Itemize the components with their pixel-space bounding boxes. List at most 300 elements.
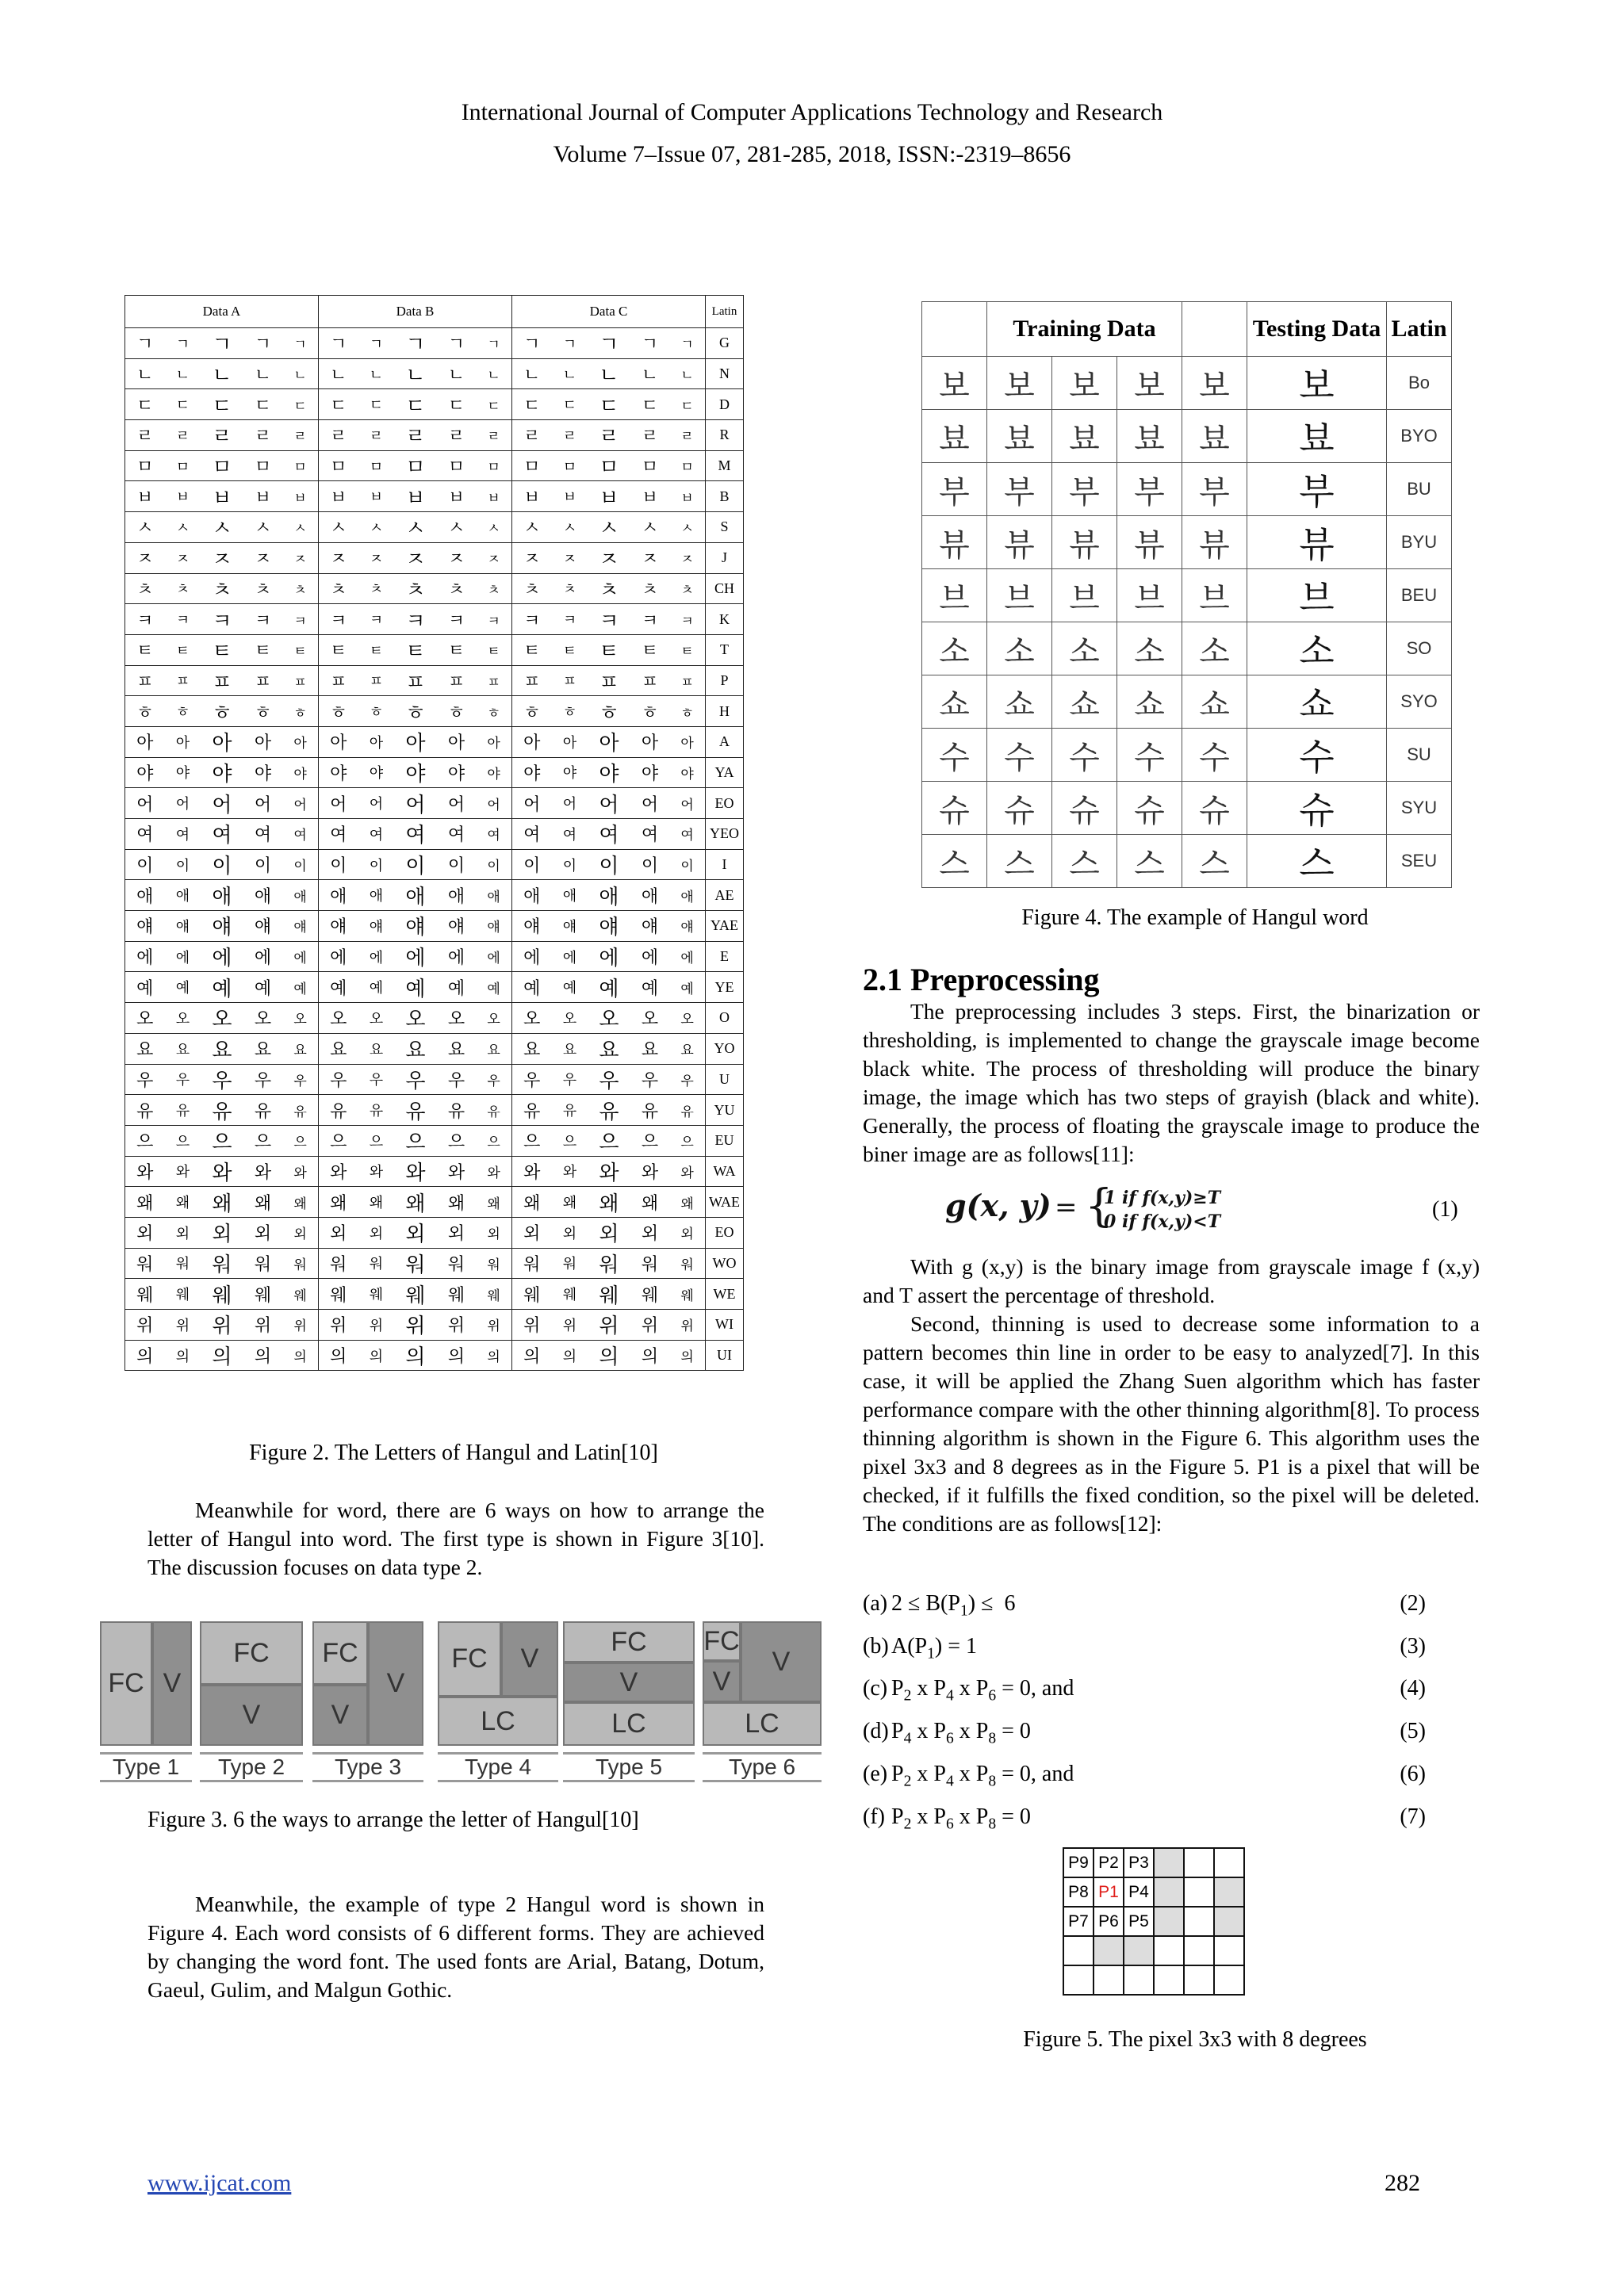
hangul-glyph: ㅋ — [523, 610, 541, 631]
type6-label: Type 6 — [703, 1752, 822, 1782]
glyph-cell — [512, 1217, 706, 1248]
training-glyph: 쇼 — [987, 675, 1052, 729]
hangul-glyph: ㄷ — [641, 396, 659, 416]
hangul-glyph: ㅅ — [212, 517, 232, 541]
condition-c: (c) $P_2$ x $P_4$ x $P_6 = 0$, and (4) — [863, 1676, 1426, 1705]
hangul-glyph: ㅅ — [487, 521, 500, 538]
glyph-cell — [319, 788, 512, 819]
table-row — [922, 569, 1452, 622]
hangul-glyph: 이 — [523, 856, 541, 877]
hangul-glyph: ㅋ — [330, 610, 347, 631]
hangul-glyph: 요 — [369, 1041, 384, 1058]
table-row — [125, 542, 744, 573]
training-glyph: 쇼 — [1117, 675, 1182, 729]
hangul-glyph: 외 — [330, 1224, 347, 1245]
hangul-glyph: 우 — [599, 1069, 619, 1093]
training-glyph: 슈 — [987, 782, 1052, 835]
table-row — [125, 1156, 744, 1187]
hangul-glyph: 외 — [293, 1226, 307, 1243]
hangul-glyph: 예 — [330, 978, 347, 999]
latin-cell: T — [706, 634, 744, 665]
glyph-cell — [125, 757, 319, 788]
header-training-data: Training Data — [987, 302, 1182, 357]
hangul-glyph: 우 — [523, 1070, 541, 1091]
hangul-glyph: 얘 — [212, 916, 232, 940]
glyph-cell — [512, 880, 706, 911]
hangul-glyph: 이 — [254, 856, 272, 877]
training-glyph: 수 — [1052, 729, 1117, 782]
hangul-glyph: 얘 — [254, 917, 272, 938]
glyph-cell — [512, 1187, 706, 1218]
hangul-glyph: 의 — [641, 1347, 659, 1368]
hangul-glyph: 야 — [175, 765, 190, 783]
hangul-glyph: 위 — [254, 1316, 272, 1337]
table-row — [125, 512, 744, 543]
hangul-glyph: 어 — [562, 796, 577, 813]
hangul-glyph: 위 — [175, 1317, 190, 1334]
hangul-glyph: ㅂ — [136, 488, 154, 508]
hangul-glyph: 아 — [562, 734, 577, 752]
hangul-glyph: 애 — [293, 889, 307, 905]
hangul-glyph: 에 — [405, 947, 426, 971]
condition-a: (a) $2 \le B(P_1) \le 6$ (2) — [863, 1591, 1426, 1620]
glyph-cell — [125, 1125, 319, 1156]
type1-fc: FC — [100, 1621, 152, 1746]
hangul-glyph: ㅈ — [212, 548, 232, 572]
paragraph-word-arrangement: Meanwhile for word, there are 6 ways on how to arrange the letter of Hangul into word. The first type is shown in Figure 3[10]. The discussion focuses on data type 2. — [147, 1498, 764, 1579]
hangul-glyph: 예 — [175, 980, 190, 997]
glyph-cell — [125, 880, 319, 911]
hangul-glyph: ㅍ — [369, 673, 384, 691]
hangul-glyph: ㅋ — [293, 613, 307, 629]
glyph-cell — [125, 849, 319, 880]
table-row — [125, 573, 744, 604]
table-row — [125, 665, 744, 696]
hangul-glyph: ㅌ — [523, 641, 541, 662]
hangul-glyph: 의 — [562, 1348, 577, 1365]
hangul-glyph: ㅈ — [523, 549, 541, 570]
hangul-glyph: 와 — [523, 1162, 541, 1183]
hangul-glyph: 와 — [447, 1162, 465, 1183]
hangul-glyph: 오 — [254, 1009, 272, 1030]
hangul-glyph: 으 — [293, 1135, 307, 1151]
hangul-glyph: 우 — [369, 1072, 384, 1089]
hangul-glyph: ㅍ — [523, 672, 541, 692]
paragraph-preprocessing: The preprocessing includes 3 steps. First, the binarization or thresholding, is implemented to change the grayscale image become black white. The process of thresholding will produce the binary image, the image which has two steps of grayish (black and white). Generally, the process of floating the grayscale image to produce the biner image are as follows[11]: — [863, 999, 1480, 1166]
glyph-cell — [125, 972, 319, 1003]
glyph-cell — [512, 696, 706, 727]
type3-fc: FC — [312, 1621, 368, 1685]
hangul-glyph: 이 — [293, 859, 307, 875]
hangul-glyph: 워 — [562, 1256, 577, 1273]
hangul-glyph: 워 — [599, 1253, 619, 1277]
hangul-glyph: 으 — [447, 1132, 465, 1153]
latin-cell: YO — [706, 1033, 744, 1064]
training-glyph: 뷰 — [922, 516, 987, 569]
hangul-glyph: 애 — [487, 889, 500, 905]
hangul-glyph: 여 — [641, 825, 659, 846]
hangul-glyph: ㅌ — [562, 642, 577, 660]
hangul-glyph: ㄴ — [599, 364, 619, 388]
hangul-glyph: ㅌ — [405, 640, 426, 664]
page-number: 282 — [1385, 2170, 1420, 2196]
hangul-glyph: 워 — [405, 1253, 426, 1277]
hangul-glyph: 예 — [523, 978, 541, 999]
hangul-glyph: ㅊ — [599, 578, 619, 603]
hangul-glyph: 얘 — [680, 920, 694, 936]
hangul-glyph: 에 — [641, 948, 659, 969]
hangul-glyph: 예 — [293, 981, 307, 997]
training-glyph: 뵤 — [987, 410, 1052, 463]
table-row — [922, 463, 1452, 516]
hangul-glyph: 여 — [680, 828, 694, 844]
training-glyph: 뷰 — [1182, 516, 1247, 569]
latin-cell: YAE — [706, 911, 744, 942]
hangul-glyph: 위 — [293, 1318, 307, 1335]
hangul-glyph: ㅍ — [136, 672, 154, 692]
hangul-glyph: 얘 — [330, 917, 347, 938]
training-glyph: 쇼 — [1182, 675, 1247, 729]
type1-label: Type 1 — [100, 1752, 192, 1782]
hangul-glyph: ㅈ — [330, 549, 347, 570]
glyph-cell — [125, 1248, 319, 1279]
hangul-glyph: ㄹ — [369, 427, 384, 445]
hangul-glyph: 워 — [330, 1254, 347, 1275]
hangul-glyph: ㅊ — [369, 581, 384, 599]
glyph-cell — [125, 604, 319, 635]
training-glyph: 부 — [1182, 463, 1247, 516]
hangul-glyph: ㅍ — [293, 674, 307, 691]
glyph-cell — [512, 450, 706, 481]
hangul-glyph: ㅌ — [330, 641, 347, 662]
glyph-cell — [125, 1003, 319, 1034]
table-row — [922, 835, 1452, 888]
hangul-glyph: 오 — [136, 1009, 154, 1030]
hangul-glyph: ㅅ — [680, 521, 694, 538]
glyph-cell — [125, 450, 319, 481]
hangul-glyph: ㅎ — [562, 704, 577, 721]
hangul-glyph: 우 — [447, 1070, 465, 1091]
hangul-glyph: 얘 — [487, 920, 500, 936]
hangul-glyph: 으 — [212, 1131, 232, 1155]
latin-cell: SYU — [1387, 782, 1452, 835]
hangul-glyph: 요 — [523, 1040, 541, 1061]
hangul-glyph: 워 — [680, 1257, 694, 1273]
glyph-cell — [512, 1279, 706, 1310]
cell-p1: P1 — [1094, 1877, 1124, 1907]
hangul-glyph: 얘 — [599, 916, 619, 940]
hangul-glyph: 에 — [330, 948, 347, 969]
hangul-glyph: ㄷ — [523, 396, 541, 416]
hangul-glyph: 어 — [175, 796, 190, 813]
hangul-glyph: ㅋ — [447, 610, 465, 631]
hangul-glyph: ㅍ — [680, 674, 694, 691]
hangul-glyph: 얘 — [175, 918, 190, 936]
hangul-glyph: ㅈ — [175, 550, 190, 568]
glyph-cell — [319, 1187, 512, 1218]
hangul-glyph: 의 — [405, 1345, 426, 1370]
training-glyph: 수 — [1182, 729, 1247, 782]
paragraph-thinning: Second, thinning is used to decrease some information to a pattern becomes thin line in order to be easy to analyzed[7]. In this case, it will be applied the Zhang Suen algorithm which has faster performance compare with the other thinning algorithm[8]. To process thinning algorithm is shown in the Figure 6. This algorithm uses the pixel 3x3 and 8 degrees as in the Figure 5. P1 is a pixel that will be checked, if it fulfills the fixed condition, so the pixel will be deleted. The conditions are as follows[12]: — [863, 1311, 1480, 1536]
hangul-glyph: ㅅ — [254, 519, 272, 539]
hangul-glyph: 의 — [523, 1347, 541, 1368]
glyph-cell — [319, 1156, 512, 1187]
table-row — [125, 358, 744, 389]
hangul-glyph: ㅋ — [369, 612, 384, 629]
hangul-glyph: 예 — [136, 978, 154, 999]
hangul-glyph: 예 — [680, 981, 694, 997]
type5-label: Type 5 — [563, 1752, 695, 1782]
hangul-glyph: 야 — [369, 765, 384, 783]
cell-p7: P7 — [1063, 1907, 1094, 1936]
hangul-glyph: 야 — [405, 762, 426, 786]
glyph-cell — [319, 1033, 512, 1064]
hangul-glyph: 어 — [293, 797, 307, 813]
hangul-glyph: 아 — [330, 733, 347, 754]
table-row — [125, 1310, 744, 1341]
table-row — [125, 420, 744, 451]
hangul-glyph: ㅌ — [369, 642, 384, 660]
table-row — [125, 911, 744, 942]
hangul-glyph: 웨 — [175, 1287, 190, 1304]
glyph-cell — [125, 911, 319, 942]
hangul-glyph: 와 — [405, 1161, 426, 1185]
hangul-glyph: ㄷ — [254, 396, 272, 416]
type2-label: Type 2 — [200, 1752, 303, 1782]
hangul-glyph: ㅍ — [330, 672, 347, 692]
hangul-glyph: ㄴ — [212, 364, 232, 388]
hangul-glyph: 웨 — [405, 1284, 426, 1308]
hangul-glyph: 야 — [254, 763, 272, 784]
hangul-glyph: 으 — [562, 1133, 577, 1150]
glyph-cell — [319, 1095, 512, 1126]
training-glyph: 수 — [922, 729, 987, 782]
header-testing-data: Testing Data — [1247, 302, 1387, 357]
training-glyph: 슈 — [1117, 782, 1182, 835]
cell-p5: P5 — [1124, 1907, 1154, 1936]
hangul-glyph: 오 — [680, 1012, 694, 1028]
hangul-glyph: 유 — [599, 1100, 619, 1124]
hangul-glyph: ㅊ — [641, 580, 659, 600]
hangul-glyph: 웨 — [330, 1285, 347, 1306]
hangul-glyph: 어 — [136, 794, 154, 815]
latin-cell: BYU — [1387, 516, 1452, 569]
hangul-glyph: ㅂ — [369, 489, 384, 507]
hangul-glyph: 애 — [254, 886, 272, 907]
hangul-glyph: 야 — [487, 766, 500, 783]
hangul-glyph: 이 — [447, 856, 465, 877]
hangul-glyph: 예 — [212, 977, 232, 1001]
hangul-glyph: ㄴ — [405, 364, 426, 388]
hangul-glyph: 워 — [523, 1254, 541, 1275]
hangul-glyph: 외 — [487, 1226, 500, 1243]
hangul-glyph: 외 — [369, 1225, 384, 1242]
hangul-glyph: 와 — [293, 1165, 307, 1181]
hangul-glyph: ㄷ — [212, 394, 232, 419]
type2-v: V — [200, 1685, 303, 1746]
hangul-glyph: 으 — [523, 1132, 541, 1153]
section-title: 2.1 Preprocessing — [863, 962, 1100, 997]
testing-glyph: 수 — [1247, 729, 1387, 782]
hangul-glyph: 어 — [599, 793, 619, 817]
training-glyph: 보 — [987, 357, 1052, 410]
hangul-glyph: 우 — [487, 1073, 500, 1089]
hangul-glyph: 여 — [212, 824, 232, 848]
hangul-glyph: 어 — [680, 797, 694, 813]
hangul-glyph: 야 — [523, 763, 541, 784]
hangul-glyph: ㄹ — [487, 429, 500, 446]
hangul-glyph: 위 — [369, 1317, 384, 1334]
pixel-grid — [1063, 1847, 1245, 1996]
hangul-glyph: ㅁ — [641, 457, 659, 478]
hangul-glyph: 오 — [369, 1010, 384, 1027]
table-row — [125, 1279, 744, 1310]
hangul-glyph: ㅅ — [523, 519, 541, 539]
type5-v: V — [563, 1663, 695, 1702]
training-glyph: 보 — [1182, 357, 1247, 410]
hangul-glyph: 의 — [599, 1345, 619, 1370]
hangul-glyph: 어 — [330, 794, 347, 815]
hangul-glyph: 이 — [330, 856, 347, 877]
hangul-glyph: 요 — [599, 1039, 619, 1063]
svg-text:{: { — [1085, 1181, 1113, 1232]
hangul-glyph: ㄱ — [562, 335, 577, 353]
latin-cell: A — [706, 726, 744, 757]
hangul-glyph: 얘 — [293, 920, 307, 936]
hangul-glyph: 웨 — [599, 1284, 619, 1308]
hangul-glyph: 예 — [562, 980, 577, 997]
hangul-glyph: 외 — [175, 1225, 190, 1242]
table-row — [125, 1125, 744, 1156]
latin-cell: BEU — [1387, 569, 1452, 622]
glyph-cell — [125, 328, 319, 359]
hangul-glyph: ㅌ — [641, 641, 659, 662]
hangul-glyph: 왜 — [405, 1192, 426, 1216]
table-row — [125, 328, 744, 359]
table-row — [125, 1217, 744, 1248]
hangul-glyph: ㅈ — [562, 550, 577, 568]
latin-cell: BYO — [1387, 410, 1452, 463]
hangul-glyph: 위 — [405, 1314, 426, 1339]
hangul-glyph: 위 — [447, 1316, 465, 1337]
hangul-glyph: 오 — [175, 1010, 190, 1027]
hangul-glyph: 이 — [562, 857, 577, 874]
hangul-glyph: 의 — [212, 1345, 232, 1370]
hangul-glyph: ㄹ — [599, 425, 619, 450]
glyph-cell — [512, 1095, 706, 1126]
glyph-cell — [125, 1064, 319, 1095]
hangul-glyph: 아 — [599, 732, 619, 756]
hangul-glyph: ㄷ — [447, 396, 465, 416]
hangul-glyph: ㄴ — [641, 365, 659, 386]
hangul-glyph: ㄴ — [562, 366, 577, 384]
glyph-cell — [125, 1340, 319, 1371]
training-glyph: 쇼 — [1052, 675, 1117, 729]
table-row — [125, 1095, 744, 1126]
hangul-glyph: 아 — [136, 733, 154, 754]
hangul-glyph: 요 — [212, 1039, 232, 1063]
glyph-cell — [125, 941, 319, 972]
hangul-glyph: ㅈ — [487, 552, 500, 568]
glyph-cell — [319, 542, 512, 573]
hangul-glyph: 이 — [369, 857, 384, 874]
hangul-glyph: 오 — [212, 1008, 232, 1032]
hangul-glyph: 위 — [523, 1316, 541, 1337]
hangul-glyph: ㄱ — [523, 335, 541, 355]
table-row — [125, 941, 744, 972]
testing-glyph: 뵤 — [1247, 410, 1387, 463]
hangul-glyph: 의 — [487, 1349, 500, 1366]
hangul-glyph: ㅂ — [405, 486, 426, 511]
glyph-cell — [319, 389, 512, 420]
hangul-glyph: 워 — [641, 1254, 659, 1275]
training-glyph: 브 — [1182, 569, 1247, 622]
type3-label: Type 3 — [312, 1752, 423, 1782]
training-glyph: 뷰 — [1117, 516, 1182, 569]
hangul-glyph: ㅋ — [136, 610, 154, 631]
hangul-glyph: 웨 — [447, 1285, 465, 1306]
hangul-glyph: 의 — [330, 1347, 347, 1368]
hangul-glyph: 유 — [330, 1101, 347, 1122]
hangul-glyph: 의 — [136, 1347, 154, 1368]
glyph-cell — [512, 849, 706, 880]
glyph-cell — [512, 573, 706, 604]
header-latin: Latin — [1387, 302, 1452, 357]
hangul-glyph: 우 — [562, 1072, 577, 1089]
hangul-glyph: ㅋ — [562, 612, 577, 629]
hangul-glyph: 웨 — [254, 1285, 272, 1306]
glyph-cell — [512, 328, 706, 359]
hangul-glyph: 유 — [254, 1101, 272, 1122]
hangul-glyph: ㄹ — [212, 425, 232, 450]
latin-cell: O — [706, 1003, 744, 1034]
hangul-glyph: 오 — [523, 1009, 541, 1030]
latin-cell: YEO — [706, 819, 744, 850]
hangul-glyph: 의 — [254, 1347, 272, 1368]
header-data-b: Data B — [319, 296, 512, 328]
hangul-glyph: 여 — [136, 825, 154, 846]
training-glyph: 부 — [1117, 463, 1182, 516]
hangul-glyph: 외 — [523, 1224, 541, 1245]
hangul-glyph: ㄹ — [175, 427, 190, 445]
hangul-glyph: ㄷ — [175, 397, 190, 415]
latin-cell: YA — [706, 757, 744, 788]
footer-url-link[interactable]: www.ijcat.com — [147, 2170, 292, 2196]
equation-1 — [945, 1180, 1262, 1235]
hangul-glyph: 여 — [523, 825, 541, 846]
hangul-glyph: ㅂ — [487, 490, 500, 507]
glyph-cell — [319, 420, 512, 451]
glyph-cell — [125, 389, 319, 420]
hangul-glyph: ㅈ — [136, 549, 154, 570]
hangul-glyph: ㄱ — [212, 333, 232, 358]
latin-cell: U — [706, 1064, 744, 1095]
hangul-glyph: ㅍ — [447, 672, 465, 692]
training-glyph: 부 — [922, 463, 987, 516]
latin-cell: UI — [706, 1340, 744, 1371]
hangul-glyph: 야 — [447, 763, 465, 784]
hangul-glyph: ㅅ — [405, 517, 426, 541]
hangul-glyph: 아 — [369, 734, 384, 752]
training-glyph: 소 — [1182, 622, 1247, 675]
hangul-glyph: ㅋ — [254, 610, 272, 631]
hangul-glyph: 외 — [641, 1224, 659, 1245]
hangul-word-table — [921, 301, 1452, 888]
header-data-a: Data A — [125, 296, 319, 328]
hangul-glyph: ㅌ — [447, 641, 465, 662]
hangul-glyph: 위 — [487, 1318, 500, 1335]
hangul-glyph: 요 — [293, 1043, 307, 1059]
